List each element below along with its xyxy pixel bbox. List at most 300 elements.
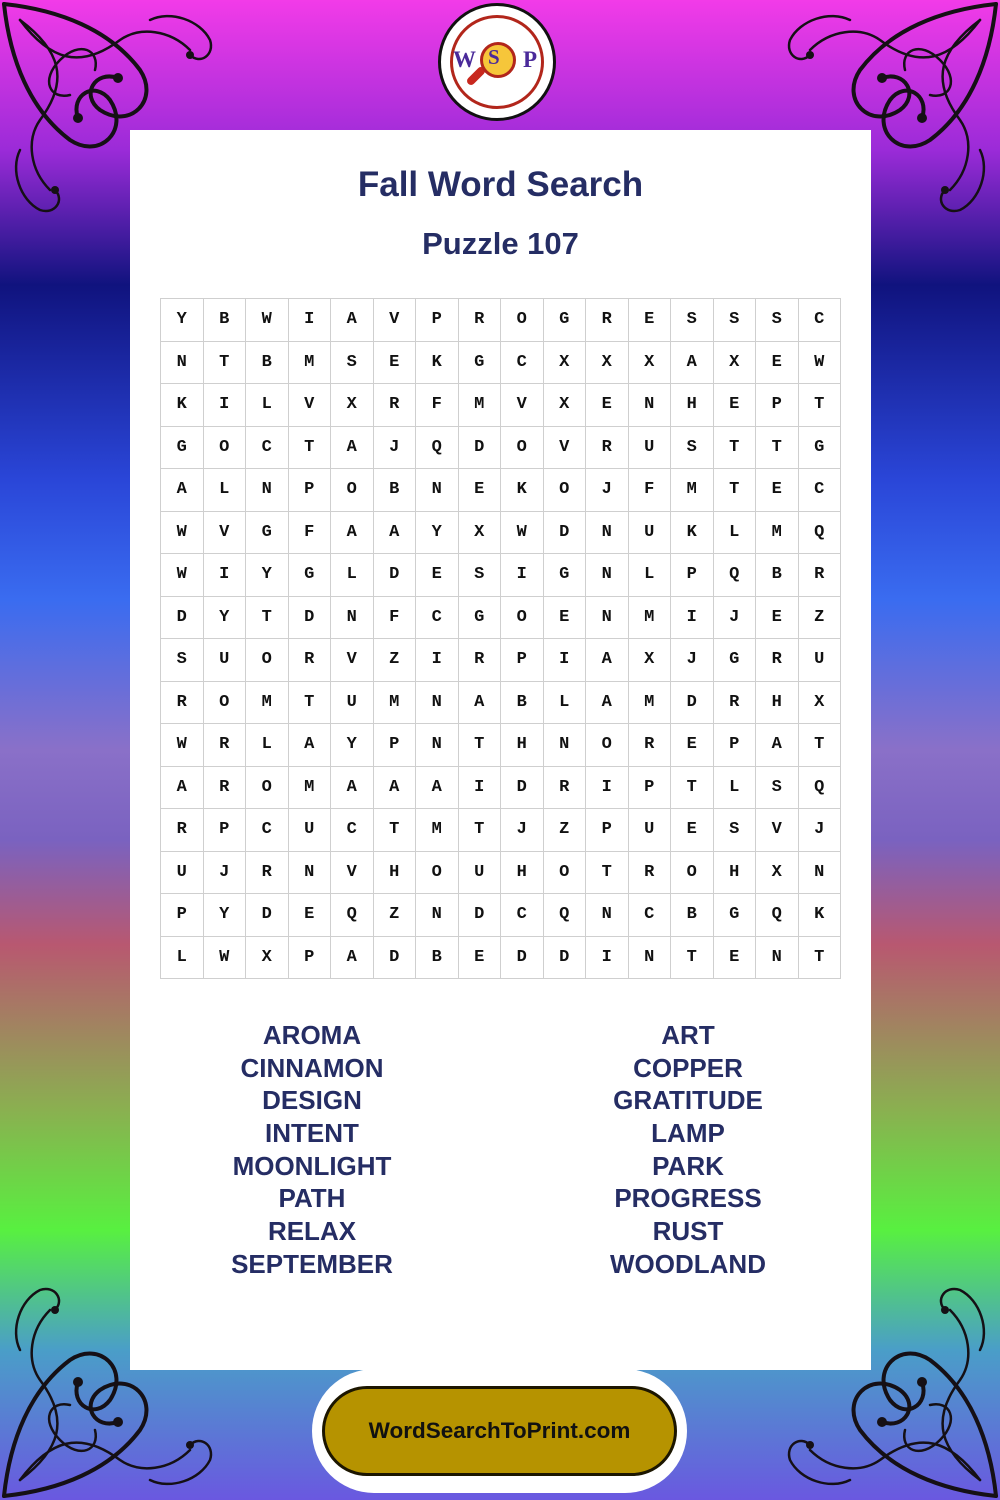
grid-cell[interactable]: U <box>161 851 204 894</box>
grid-cell[interactable]: D <box>501 936 544 979</box>
grid-cell[interactable]: W <box>161 554 204 597</box>
grid-cell[interactable]: T <box>288 426 331 469</box>
grid-cell[interactable]: Q <box>798 766 841 809</box>
grid-cell[interactable]: G <box>798 426 841 469</box>
grid-cell[interactable]: T <box>458 724 501 767</box>
grid-cell[interactable]: T <box>798 936 841 979</box>
grid-row <box>161 766 841 809</box>
grid-cell[interactable]: H <box>713 851 756 894</box>
grid-cell[interactable]: O <box>246 766 289 809</box>
word-item: ART <box>661 1020 715 1050</box>
grid-cell[interactable]: I <box>586 766 629 809</box>
grid-cell[interactable]: H <box>756 681 799 724</box>
grid-cell[interactable]: C <box>798 299 841 342</box>
grid-cell[interactable]: U <box>458 851 501 894</box>
grid-cell[interactable]: V <box>203 511 246 554</box>
grid-cell[interactable]: O <box>246 639 289 682</box>
word-item: AROMA <box>262 1020 362 1050</box>
grid-cell[interactable]: A <box>416 766 459 809</box>
grid-cell[interactable]: M <box>246 681 289 724</box>
grid-cell[interactable]: J <box>798 809 841 852</box>
grid-cell[interactable]: R <box>203 724 246 767</box>
grid-cell[interactable]: T <box>586 851 629 894</box>
grid-cell[interactable]: S <box>756 299 799 342</box>
grid-cell[interactable]: U <box>628 511 671 554</box>
grid-cell[interactable]: O <box>501 596 544 639</box>
grid-cell[interactable]: P <box>713 724 756 767</box>
grid-cell[interactable]: I <box>671 596 714 639</box>
grid-cell[interactable]: U <box>288 809 331 852</box>
grid-cell[interactable]: V <box>373 299 416 342</box>
grid-row <box>161 639 841 682</box>
grid-cell[interactable]: E <box>628 299 671 342</box>
grid-cell[interactable]: A <box>671 341 714 384</box>
word-list-left <box>167 1019 457 1281</box>
grid-cell[interactable]: D <box>671 681 714 724</box>
word-item: COPPER <box>633 1052 743 1083</box>
grid-cell[interactable]: X <box>798 681 841 724</box>
grid-cell[interactable]: H <box>373 851 416 894</box>
site-name: WordSearchToPrint.com <box>368 1418 631 1443</box>
grid-cell[interactable]: R <box>798 554 841 597</box>
grid-cell[interactable]: T <box>713 426 756 469</box>
grid-cell[interactable]: T <box>756 426 799 469</box>
grid-cell[interactable]: P <box>628 766 671 809</box>
grid-cell[interactable]: K <box>798 894 841 937</box>
grid-cell[interactable]: P <box>416 299 459 342</box>
word-item: LAMP <box>651 1118 725 1149</box>
grid-cell[interactable]: R <box>288 639 331 682</box>
grid-cell[interactable]: I <box>458 766 501 809</box>
grid-cell[interactable]: D <box>246 894 289 937</box>
grid-cell[interactable]: C <box>501 341 544 384</box>
grid-cell[interactable]: V <box>288 384 331 427</box>
grid-cell[interactable]: N <box>246 469 289 512</box>
grid-cell[interactable]: E <box>458 936 501 979</box>
grid-cell[interactable]: O <box>543 851 586 894</box>
grid-cell[interactable]: V <box>543 426 586 469</box>
grid-cell[interactable]: A <box>161 766 204 809</box>
grid-cell[interactable]: X <box>543 341 586 384</box>
word-item: MOONLIGHT <box>232 1150 392 1181</box>
grid-cell[interactable]: M <box>288 341 331 384</box>
grid-cell[interactable]: N <box>416 469 459 512</box>
grid-cell[interactable]: C <box>246 809 289 852</box>
grid-cell[interactable]: Q <box>756 894 799 937</box>
grid-cell[interactable]: J <box>373 426 416 469</box>
grid-cell[interactable]: J <box>713 596 756 639</box>
grid-cell[interactable]: G <box>543 554 586 597</box>
grid-cell[interactable]: A <box>373 511 416 554</box>
grid-cell[interactable]: E <box>458 469 501 512</box>
grid-cell[interactable]: O <box>331 469 374 512</box>
grid-cell[interactable]: U <box>203 639 246 682</box>
grid-cell[interactable]: M <box>288 766 331 809</box>
word-item: INTENT <box>265 1118 359 1149</box>
grid-cell[interactable]: R <box>373 384 416 427</box>
grid-cell[interactable]: M <box>458 384 501 427</box>
grid-cell[interactable]: T <box>671 936 714 979</box>
grid-cell[interactable]: K <box>501 469 544 512</box>
grid-cell[interactable]: Q <box>331 894 374 937</box>
grid-cell[interactable]: O <box>586 724 629 767</box>
grid-cell[interactable]: B <box>501 681 544 724</box>
grid-cell[interactable]: H <box>501 851 544 894</box>
grid-cell[interactable]: M <box>628 681 671 724</box>
grid-cell[interactable]: T <box>798 384 841 427</box>
grid-cell[interactable]: W <box>798 341 841 384</box>
grid-cell[interactable]: V <box>331 639 374 682</box>
grid-row <box>161 851 841 894</box>
grid-cell[interactable]: E <box>756 596 799 639</box>
grid-cell[interactable]: G <box>543 299 586 342</box>
grid-cell[interactable]: C <box>628 894 671 937</box>
grid-cell[interactable]: T <box>458 809 501 852</box>
page-title: Fall Word Search <box>357 165 644 204</box>
word-item: DESIGN <box>262 1085 362 1116</box>
grid-cell[interactable]: A <box>331 936 374 979</box>
grid-cell[interactable]: U <box>628 809 671 852</box>
grid-cell[interactable]: R <box>628 851 671 894</box>
grid-cell[interactable]: X <box>458 511 501 554</box>
grid-cell[interactable]: C <box>416 596 459 639</box>
grid-cell[interactable]: I <box>416 639 459 682</box>
grid-cell[interactable]: G <box>161 426 204 469</box>
grid-cell[interactable]: N <box>586 894 629 937</box>
footer-badge <box>312 1369 687 1493</box>
grid-cell[interactable]: V <box>331 851 374 894</box>
grid-cell[interactable]: N <box>798 851 841 894</box>
wsp-logo[interactable] <box>438 3 556 121</box>
grid-cell[interactable]: Y <box>416 511 459 554</box>
grid-cell[interactable]: T <box>288 681 331 724</box>
grid-cell[interactable]: Y <box>331 724 374 767</box>
grid-cell[interactable]: G <box>288 554 331 597</box>
grid-row <box>161 596 841 639</box>
grid-cell[interactable]: P <box>501 639 544 682</box>
grid-cell[interactable]: P <box>288 936 331 979</box>
grid-cell[interactable]: M <box>373 681 416 724</box>
grid-cell[interactable]: R <box>161 681 204 724</box>
grid-cell[interactable]: A <box>331 299 374 342</box>
grid-cell[interactable]: G <box>458 596 501 639</box>
grid-cell[interactable]: L <box>713 511 756 554</box>
grid-cell[interactable]: G <box>713 894 756 937</box>
grid-cell[interactable]: X <box>586 341 629 384</box>
grid-cell[interactable]: N <box>416 894 459 937</box>
grid-cell[interactable]: W <box>161 724 204 767</box>
grid-cell[interactable]: E <box>416 554 459 597</box>
grid-cell[interactable]: A <box>331 511 374 554</box>
grid-cell[interactable]: X <box>756 851 799 894</box>
grid-cell[interactable]: D <box>543 936 586 979</box>
grid-cell[interactable]: T <box>203 341 246 384</box>
grid-cell[interactable]: L <box>543 681 586 724</box>
grid-cell[interactable]: F <box>416 384 459 427</box>
grid-cell[interactable]: W <box>501 511 544 554</box>
grid-cell[interactable]: N <box>416 724 459 767</box>
grid-cell[interactable]: N <box>161 341 204 384</box>
grid-cell[interactable]: X <box>713 341 756 384</box>
grid-cell[interactable]: C <box>798 469 841 512</box>
grid-cell[interactable]: D <box>458 894 501 937</box>
grid-cell[interactable]: G <box>458 341 501 384</box>
grid-cell[interactable]: Q <box>798 511 841 554</box>
grid-cell[interactable]: I <box>288 299 331 342</box>
grid-cell[interactable]: O <box>203 681 246 724</box>
grid-cell[interactable]: M <box>628 596 671 639</box>
grid-cell[interactable]: L <box>331 554 374 597</box>
grid-cell[interactable]: Z <box>798 596 841 639</box>
grid-cell[interactable]: L <box>246 724 289 767</box>
grid-cell[interactable]: C <box>501 894 544 937</box>
grid-cell[interactable]: R <box>543 766 586 809</box>
grid-cell[interactable]: J <box>671 639 714 682</box>
grid-cell[interactable]: Z <box>373 894 416 937</box>
grid-row <box>161 936 841 979</box>
grid-cell[interactable]: N <box>288 851 331 894</box>
grid-row <box>161 341 841 384</box>
grid-row <box>161 809 841 852</box>
grid-row <box>161 511 841 554</box>
grid-cell[interactable]: D <box>161 596 204 639</box>
puzzle-sheet <box>130 130 871 1370</box>
grid-row <box>161 724 841 767</box>
grid-cell[interactable]: L <box>246 384 289 427</box>
grid-cell[interactable]: B <box>671 894 714 937</box>
grid-cell[interactable]: K <box>161 384 204 427</box>
grid-cell[interactable]: Z <box>543 809 586 852</box>
grid-cell[interactable]: T <box>373 809 416 852</box>
grid-cell[interactable]: N <box>586 554 629 597</box>
grid-cell[interactable]: B <box>246 341 289 384</box>
word-item: PATH <box>278 1183 346 1214</box>
word-item: RUST <box>652 1216 724 1247</box>
grid-cell[interactable]: R <box>713 681 756 724</box>
letter-grid <box>160 298 841 979</box>
grid-cell[interactable]: H <box>501 724 544 767</box>
grid-cell[interactable]: U <box>331 681 374 724</box>
grid-cell[interactable]: A <box>586 639 629 682</box>
word-list-right <box>543 1019 833 1281</box>
grid-cell[interactable]: W <box>161 511 204 554</box>
grid-cell[interactable]: P <box>203 809 246 852</box>
grid-cell[interactable]: Q <box>416 426 459 469</box>
grid-cell[interactable]: R <box>586 299 629 342</box>
grid-row <box>161 426 841 469</box>
grid-cell[interactable]: E <box>713 936 756 979</box>
grid-cell[interactable]: S <box>331 341 374 384</box>
word-item: RELAX <box>267 1216 357 1247</box>
grid-cell[interactable]: T <box>671 766 714 809</box>
grid-cell[interactable]: A <box>373 766 416 809</box>
grid-cell[interactable]: K <box>416 341 459 384</box>
grid-cell[interactable]: W <box>203 936 246 979</box>
grid-cell[interactable]: Y <box>203 894 246 937</box>
word-item: GRATITUDE <box>613 1085 763 1116</box>
grid-cell[interactable]: Y <box>161 299 204 342</box>
grid-cell[interactable]: Y <box>246 554 289 597</box>
grid-cell[interactable]: Q <box>543 894 586 937</box>
grid-cell[interactable]: R <box>756 639 799 682</box>
puzzle-number: Puzzle 107 <box>422 226 579 261</box>
grid-cell[interactable]: B <box>373 469 416 512</box>
grid-cell[interactable]: A <box>756 724 799 767</box>
grid-cell[interactable]: U <box>798 639 841 682</box>
grid-cell[interactable]: R <box>161 809 204 852</box>
grid-cell[interactable]: L <box>628 554 671 597</box>
grid-cell[interactable]: F <box>628 469 671 512</box>
word-item: WOODLAND <box>610 1248 766 1279</box>
grid-cell[interactable]: M <box>671 469 714 512</box>
grid-cell[interactable]: I <box>543 639 586 682</box>
grid-cell[interactable]: R <box>628 724 671 767</box>
grid-cell[interactable]: X <box>628 639 671 682</box>
grid-row <box>161 681 841 724</box>
grid-cell[interactable]: I <box>203 554 246 597</box>
grid-row <box>161 554 841 597</box>
grid-cell[interactable]: N <box>628 384 671 427</box>
grid-cell[interactable]: X <box>246 936 289 979</box>
grid-cell[interactable]: P <box>586 809 629 852</box>
word-item: PARK <box>652 1150 724 1181</box>
grid-cell[interactable]: S <box>671 426 714 469</box>
grid-cell[interactable]: F <box>288 511 331 554</box>
grid-cell[interactable]: O <box>501 299 544 342</box>
grid-cell[interactable]: P <box>161 894 204 937</box>
grid-cell[interactable]: W <box>246 299 289 342</box>
grid-cell[interactable]: D <box>373 936 416 979</box>
grid-cell[interactable]: B <box>756 554 799 597</box>
grid-cell[interactable]: A <box>288 724 331 767</box>
grid-cell[interactable]: E <box>373 341 416 384</box>
grid-cell[interactable]: A <box>331 766 374 809</box>
grid-cell[interactable]: A <box>458 681 501 724</box>
grid-cell[interactable]: O <box>416 851 459 894</box>
grid-cell[interactable]: G <box>713 639 756 682</box>
grid-cell[interactable]: C <box>331 809 374 852</box>
grid-cell[interactable]: D <box>458 426 501 469</box>
grid-cell[interactable]: V <box>501 384 544 427</box>
grid-cell[interactable]: O <box>203 426 246 469</box>
grid-cell[interactable]: K <box>671 511 714 554</box>
grid-cell[interactable]: R <box>586 426 629 469</box>
grid-cell[interactable]: S <box>713 809 756 852</box>
grid-cell[interactable]: I <box>586 936 629 979</box>
grid-cell[interactable]: P <box>756 384 799 427</box>
grid-cell[interactable]: O <box>543 469 586 512</box>
grid-cell[interactable]: L <box>161 936 204 979</box>
grid-cell[interactable]: E <box>586 384 629 427</box>
grid-cell[interactable]: H <box>671 384 714 427</box>
grid-cell[interactable]: J <box>203 851 246 894</box>
grid-row <box>161 469 841 512</box>
site-link-button[interactable] <box>322 1386 677 1476</box>
grid-cell[interactable]: D <box>543 511 586 554</box>
grid-cell[interactable]: M <box>416 809 459 852</box>
grid-cell[interactable]: E <box>713 384 756 427</box>
grid-row <box>161 894 841 937</box>
logo-letter: W <box>453 47 476 72</box>
grid-cell[interactable]: S <box>671 299 714 342</box>
grid-cell[interactable]: I <box>203 384 246 427</box>
grid-cell[interactable]: A <box>586 681 629 724</box>
grid-row <box>161 384 841 427</box>
grid-cell[interactable]: E <box>756 469 799 512</box>
grid-cell[interactable]: R <box>246 851 289 894</box>
grid-cell[interactable]: R <box>458 299 501 342</box>
grid-cell[interactable]: R <box>458 639 501 682</box>
grid-cell[interactable]: N <box>586 596 629 639</box>
grid-cell[interactable]: L <box>203 469 246 512</box>
grid-cell[interactable]: E <box>671 724 714 767</box>
logo-letter: P <box>523 47 538 72</box>
grid-cell[interactable]: X <box>628 341 671 384</box>
grid-cell[interactable]: V <box>756 809 799 852</box>
grid-cell[interactable]: F <box>373 596 416 639</box>
grid-cell[interactable]: O <box>671 851 714 894</box>
grid-cell[interactable]: X <box>331 384 374 427</box>
grid-cell[interactable]: T <box>713 469 756 512</box>
grid-cell[interactable]: T <box>246 596 289 639</box>
grid-cell[interactable]: M <box>756 511 799 554</box>
grid-cell[interactable]: S <box>161 639 204 682</box>
grid-cell[interactable]: D <box>288 596 331 639</box>
grid-cell[interactable]: P <box>671 554 714 597</box>
grid-cell[interactable]: O <box>501 426 544 469</box>
grid-cell[interactable]: E <box>756 341 799 384</box>
word-item: PROGRESS <box>614 1183 762 1214</box>
grid-cell[interactable]: Z <box>373 639 416 682</box>
grid-cell[interactable]: S <box>458 554 501 597</box>
grid-cell[interactable]: B <box>203 299 246 342</box>
grid-cell[interactable]: L <box>713 766 756 809</box>
grid-cell[interactable]: D <box>501 766 544 809</box>
grid-cell[interactable]: P <box>288 469 331 512</box>
logo-letter: S <box>488 45 500 69</box>
word-item: CINNAMON <box>240 1052 384 1083</box>
grid-cell[interactable]: E <box>543 596 586 639</box>
grid-cell[interactable]: P <box>373 724 416 767</box>
grid-cell[interactable]: C <box>246 426 289 469</box>
grid-cell[interactable]: S <box>756 766 799 809</box>
grid-cell[interactable]: J <box>501 809 544 852</box>
grid-cell[interactable]: Y <box>203 596 246 639</box>
grid-cell[interactable]: N <box>756 936 799 979</box>
grid-cell[interactable]: G <box>246 511 289 554</box>
grid-cell[interactable]: I <box>501 554 544 597</box>
grid-cell[interactable]: X <box>543 384 586 427</box>
grid-cell[interactable]: S <box>713 299 756 342</box>
grid-cell[interactable]: N <box>628 936 671 979</box>
grid-cell[interactable]: N <box>331 596 374 639</box>
word-item: SEPTEMBER <box>231 1248 393 1279</box>
grid-cell[interactable]: T <box>798 724 841 767</box>
grid-cell[interactable]: N <box>416 681 459 724</box>
grid-cell[interactable]: E <box>671 809 714 852</box>
grid-cell[interactable]: R <box>203 766 246 809</box>
grid-cell[interactable]: B <box>416 936 459 979</box>
grid-cell[interactable]: E <box>288 894 331 937</box>
grid-cell[interactable]: Q <box>713 554 756 597</box>
grid-cell[interactable]: A <box>161 469 204 512</box>
grid-cell[interactable]: D <box>373 554 416 597</box>
grid-cell[interactable]: U <box>628 426 671 469</box>
grid-cell[interactable]: A <box>331 426 374 469</box>
grid-cell[interactable]: N <box>586 511 629 554</box>
grid-cell[interactable]: N <box>543 724 586 767</box>
grid-cell[interactable]: J <box>586 469 629 512</box>
